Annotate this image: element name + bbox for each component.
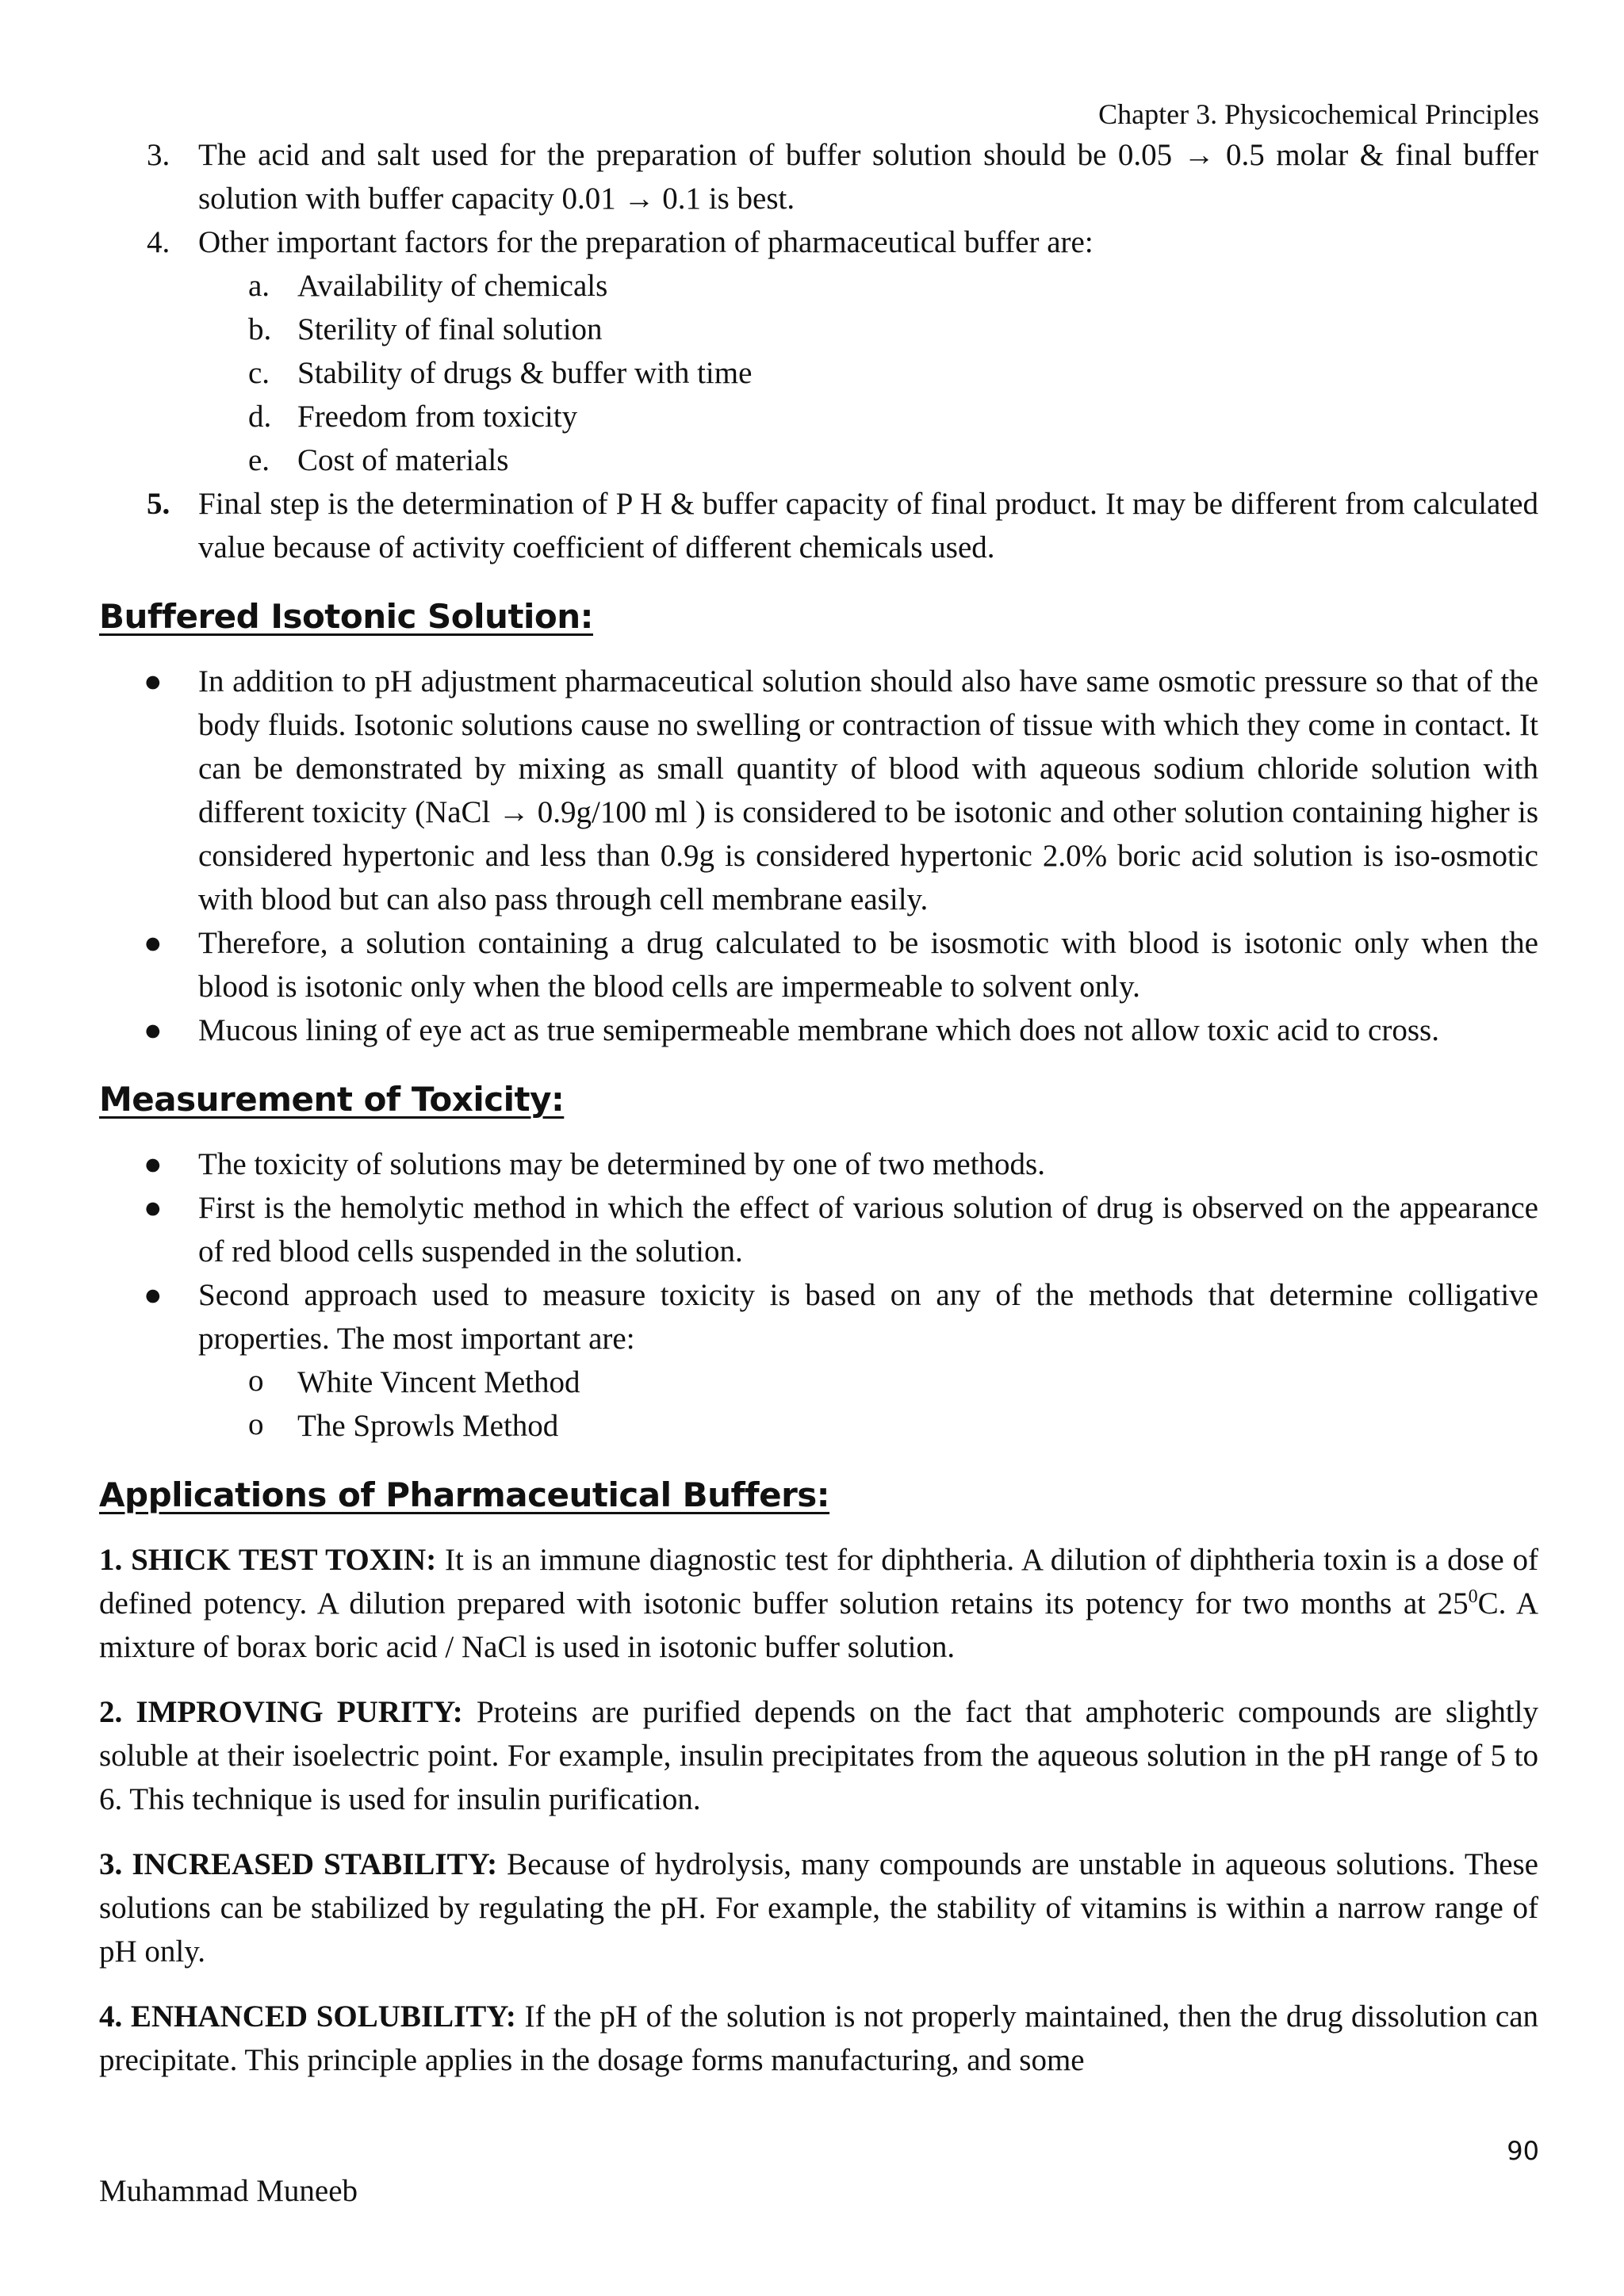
list-item: [99, 133, 1538, 220]
sublist-item: [198, 308, 1538, 351]
bullet-item: [99, 1142, 1538, 1186]
bullet-icon: ●: [144, 1147, 163, 1181]
sublist-text: Freedom from toxicity: [297, 400, 578, 434]
list-item: [99, 482, 1538, 569]
bullet-text: Second approach used to measure toxicity is based on any of the methods that determine colligative properties. The most important are:: [198, 1278, 1538, 1356]
toxicity-bullets: [99, 1142, 1538, 1448]
buffer-preparation-list: [99, 133, 1538, 569]
application-text: Because of hydrolysis, many compounds are unstable in aqueous solutions. These solutions can be stabilized by regulating the pH. For example, the stability of vitamins is within a narrow range of pH only.: [99, 1847, 1538, 1969]
bullet-text: Mucous lining of eye act as true semipermeable membrane which does not allow toxic acid to cross.: [198, 1013, 1439, 1047]
method-item: [99, 1404, 1538, 1448]
application-text: Proteins are purified depends on the fact that amphoteric compounds are slightly soluble at their isoelectric point. For example, insulin precipitates from the aqueous solution in the pH range of 5 to 6. This technique is used for insulin purification.: [99, 1695, 1538, 1816]
sublist-item: [198, 438, 1538, 482]
sublist-letter: c.: [248, 356, 270, 390]
bullet-item: [99, 1273, 1538, 1448]
list-item: [99, 220, 1538, 482]
bullet-item: [99, 1008, 1538, 1052]
sublist-letter: b.: [248, 312, 272, 346]
sublist-text: Sterility of final solution: [297, 312, 603, 346]
circle-bullet-icon: o: [248, 1364, 264, 1398]
sublist-text: Stability of drugs & buffer with time: [297, 356, 753, 390]
list-number: 4.: [147, 225, 170, 259]
sublist-item: [198, 264, 1538, 308]
list-item-text: Other important factors for the preparation of pharmaceutical buffer are:: [198, 225, 1094, 259]
application-paragraph: [99, 1538, 1538, 1669]
application-paragraph: [99, 1690, 1538, 1821]
list-number: 3.: [147, 138, 170, 172]
application-title: 1. SHICK TEST TOXIN:: [99, 1543, 437, 1577]
superscript: 0: [1468, 1586, 1478, 1607]
sublist-letter: e.: [248, 443, 270, 477]
list-item-text: The acid and salt used for the preparation of buffer solution should be 0.05 → 0.5 molar & final buffer solution with buffer capacity 0.01 → 0.1 is best.: [198, 138, 1538, 216]
factor-sublist: [198, 264, 1538, 482]
method-text: The Sprowls Method: [297, 1409, 559, 1443]
method-sublist: [198, 1360, 1538, 1448]
application-paragraph: [99, 1843, 1538, 1973]
bullet-icon: ●: [144, 1013, 163, 1047]
sublist-text: Availability of chemicals: [297, 269, 608, 303]
section-heading-toxicity: Measurement of Toxicity:: [99, 1080, 565, 1119]
application-text: It is an immune diagnostic test for diphtheria. A dilution of diphtheria toxin is a dose of defined potency. A dilution prepared with isotonic buffer solution retains its potency for two months at 25: [99, 1543, 1538, 1621]
bullet-text: In addition to pH adjustment pharmaceutical solution should also have same osmotic pressure so that of the body fluids. Isotonic solutions cause no swelling or contraction of tissue with which they come in contact. It can be demonstrated by mixing as small quantity of blood with aqueous sodium chloride solution with different toxicity (NaCl → 0.9g/100 ml ) is considered to be isotonic and other solution containing higher is considered hypertonic and less than 0.9g is considered hypertonic 2.0% boric acid solution is iso-osmotic with blood but can also pass through cell membrane easily.: [198, 664, 1538, 916]
bullet-item: [99, 1186, 1538, 1273]
application-title: 4. ENHANCED SOLUBILITY:: [99, 1999, 516, 2034]
bullet-icon: ●: [144, 926, 163, 960]
page-number: 90: [1507, 2136, 1539, 2166]
application-text-end: C. A mixture of borax boric acid / NaCl is used in isotonic buffer solution.: [99, 1586, 1538, 1664]
sublist-text: Cost of materials: [297, 443, 509, 477]
bullet-item: [99, 660, 1538, 921]
bullet-text: Therefore, a solution containing a drug calculated to be isosmotic with blood is isotonic only when the blood is isotonic only when the blood cells are impermeable to solvent only.: [198, 926, 1538, 1004]
chapter-header: Chapter 3. Physicochemical Principles: [1098, 98, 1539, 130]
author-name: Muhammad Muneeb: [99, 2174, 358, 2208]
page-content: [99, 133, 1538, 2103]
isotonic-bullets: [99, 660, 1538, 1052]
method-text: White Vincent Method: [297, 1365, 580, 1399]
list-item-text: Final step is the determination of P H & buffer capacity of final product. It may be different from calculated value because of activity coefficient of different chemicals used.: [198, 487, 1538, 564]
section-heading-applications: Applications of Pharmaceutical Buffers:: [99, 1475, 830, 1514]
bullet-text: First is the hemolytic method in which the effect of various solution of drug is observed on the appearance of red blood cells suspended in the solution.: [198, 1191, 1538, 1269]
application-title: 2. IMPROVING PURITY:: [99, 1695, 463, 1729]
sublist-item: [198, 351, 1538, 395]
list-number: 5.: [147, 487, 170, 521]
sublist-item: [198, 395, 1538, 438]
application-title: 3. INCREASED STABILITY:: [99, 1847, 498, 1881]
section-heading-isotonic: Buffered Isotonic Solution:: [99, 597, 593, 636]
bullet-icon: ●: [144, 1191, 163, 1225]
bullet-item: [99, 921, 1538, 1008]
method-item: [99, 1360, 1538, 1404]
sublist-letter: a.: [248, 269, 270, 303]
application-paragraph: [99, 1995, 1538, 2082]
sublist-letter: d.: [248, 400, 272, 434]
bullet-icon: ●: [144, 1278, 163, 1312]
application-text: If the pH of the solution is not properly maintained, then the drug dissolution can precipitate. This principle applies in the dosage forms manufacturing, and some: [99, 1999, 1539, 2077]
circle-bullet-icon: o: [248, 1407, 264, 1441]
bullet-text: The toxicity of solutions may be determined by one of two methods.: [198, 1147, 1045, 1181]
bullet-icon: ●: [144, 664, 163, 698]
